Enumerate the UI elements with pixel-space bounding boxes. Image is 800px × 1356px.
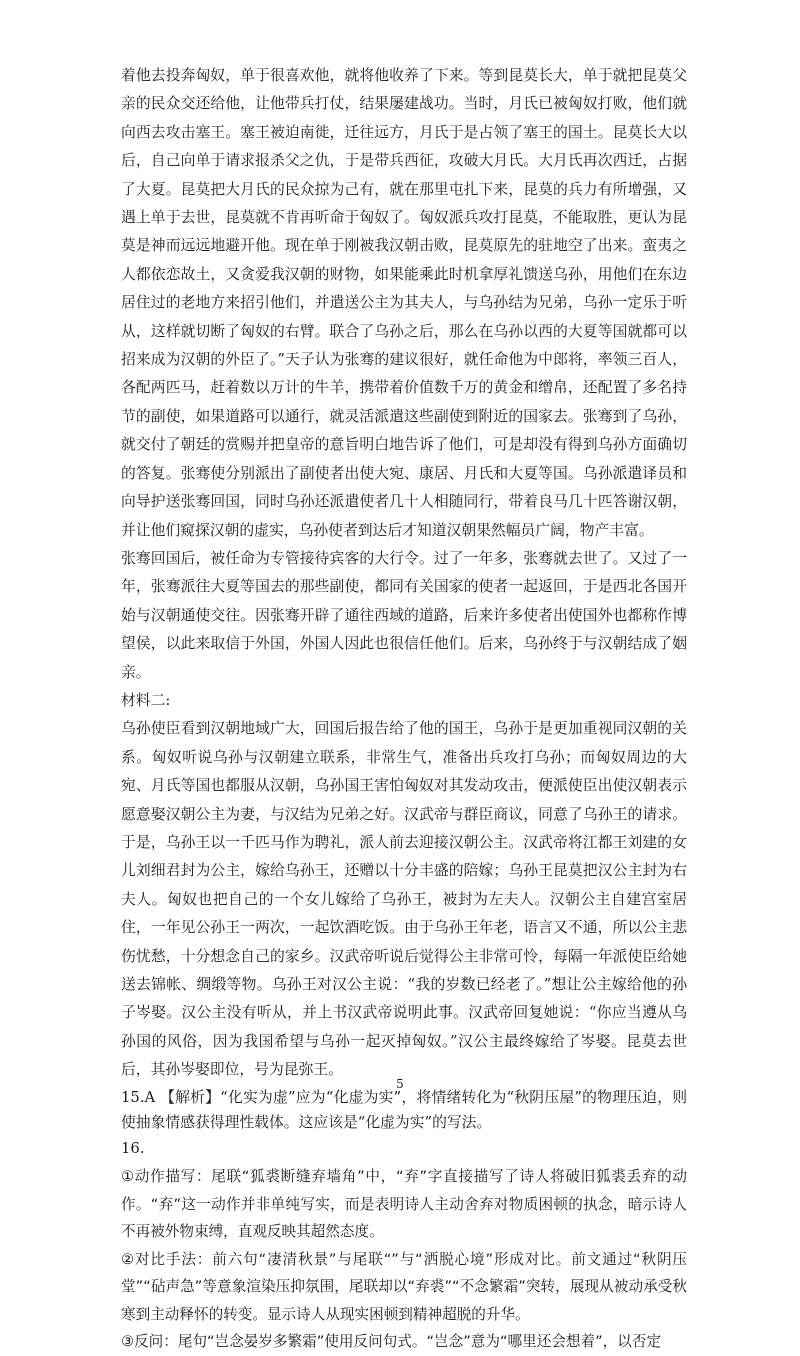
answer-16-label: 16.	[121, 1139, 145, 1157]
answer-15: 15.A 【解析】“化实为虚”应为“化虚为实”，将情绪转化为“秋阴压屋”的物理压迫，则使抽象情感获得理性载体。这应该是“化虚为实”的写法。	[121, 1088, 687, 1131]
material1-paragraph-1: 着他去投奔匈奴，单于很喜欢他，就将他收养了下来。等到昆莫长大，单于就把昆莫父亲的民众交还给他，让他带兵打仗，结果屡建战功。当时，月氏已被匈奴打败，他们就向西去攻击塞王。塞王被迫南徙，迁往远方，月氏于是占领了塞王的国土。昆莫长大以后，自己向单于请求报杀父之仇，于是带兵西征，攻破大月氏。大月氏再次西迁，占据了大夏。昆莫把大月氏的民众掠为己有，就在那里屯扎下来，昆莫的兵力有所增强，又遇上单于去世，昆莫就不肯再听命于匈奴了。匈奴派兵攻打昆莫，不能取胜，更认为昆莫是神而远远地避开他。现在单于刚被我汉朝击败，昆莫原先的驻地空了出来。蛮夷之人都依恋故土，又贪爱我汉朝的财物，如果能乘此时机拿厚礼馈送乌孙，用他们在东边居住过的老地方来招引他们，并遣送公主为其夫人，与乌孙结为兄弟，乌孙一定乐于听从，这样就切断了匈奴的右臂。联合了乌孙之后，那么在乌孙以西的大夏等国就都可以招来成为汉朝的外臣了。”天子认为张骞的建议很好，就任命他为中郎将，率领三百人，各配两匹马，赶着数以万计的牛羊，携带着价值数千万的黄金和缯帛，还配置了多名持节的副使，如果道路可以通行，就灵活派遣这些副使到附近的国家去。张骞到了乌孙，就交付了朝廷的赏赐并把皇帝的意旨明白地告诉了他们，可是却没有得到乌孙方面确切的答复。张骞使分别派出了副使者出使大宛、康居、月氏和大夏等国。乌孙派遣译员和向导护送张骞回国，同时乌孙还派遣使者几十人相随同行，带着良马几十匹答谢汉朝，并让他们窥探汉朝的虚实，乌孙使者到达后才知道汉朝果然幅员广阔，物产丰富。	[121, 67, 687, 539]
material2-heading: 材料二:	[121, 691, 171, 709]
page-number: 5	[396, 1077, 404, 1091]
document-body	[121, 62, 687, 1356]
material1-paragraph-2: 张骞回国后，被任命为专管接待宾客的大行令。过了一年多，张骞就去世了。又过了一年，张骞派往大夏等国去的那些副使，都同有关国家的使者一起返回，于是西北各国开始与汉朝通使交往。因张骞开辟了通往西域的道路，后来许多使者出使国外也都称作博望侯，以此来取信于外国，外国人因此也很信任他们。后来，乌孙终于与汉朝结成了姻亲。	[121, 549, 687, 681]
material2-paragraph: 乌孙使臣看到汉朝地域广大，回国后报告给了他的国王，乌孙于是更加重视同汉朝的关系。匈奴听说乌孙与汉朝建立联系，非常生气，准备出兵攻打乌孙；而匈奴周边的大宛、月氏等国也都服从汉朝，乌孙国王害怕匈奴对其发动攻击，便派使臣出使汉朝表示愿意娶汉朝公主为妻，与汉结为兄弟之好。汉武帝与群臣商议，同意了乌孙王的请求。于是，乌孙王以一千匹马作为聘礼，派人前去迎接汉朝公主。汉武帝将江都王刘建的女儿刘细君封为公主，嫁给乌孙王，还赠以十分丰盛的陪嫁；乌孙王昆莫把汉公主封为右夫人。匈奴也把自己的一个女儿嫁给了乌孙王，被封为左夫人。汉朝公主自建宫室居住，一年见公孙王一两次，一起饮酒吃饭。由于乌孙王年老，语言又不通，所以公主悲伤忧愁，十分想念自己的家乡。汉武帝听说后觉得公主非常可怜，每隔一年派使臣给她送去锦帐、绸缎等物。乌孙王对汉公主说：“我的岁数已经老了。”想让公主嫁给他的孙子岑娶。汉公主没有听从，并上书汉武帝说明此事。汉武帝回复她说：“你应当遵从乌孙国的风俗，因为我国希望与乌孙一起灭掉匈奴。”汉公主最终嫁给了岑娶。昆莫去世后，其孙岑娶即位，号为昆弥王。	[121, 720, 687, 1079]
answer-16-point-2: ②对比手法：前六句“凄清秋景”与尾联“”与“洒脱心境”形成对比。前文通过“秋阴压堂”“砧声急”等意象渲染压抑氛围，尾联却以“弃裘”“不念繁霜”突转，展现从被动承受秋寒到主动释怀的转变。显示诗人从现实困顿到精神超脱的升华。	[121, 1250, 687, 1323]
answer-16-point-1: ①动作描写：尾联“狐裘断缝弃墙角”中，“弃”字直接描写了诗人将破旧狐裘丢弃的动作。“弃”这一动作并非单纯写实，而是表明诗人主动舍弃对物质困顿的执念，暗示诗人不再被外物束缚，直观反映其超然态度。	[121, 1168, 687, 1241]
answer-16-point-3: ③反问：尾句“岂念晏岁多繁霜”使用反问句式。“岂念”意为“哪里还会想着”，以否定	[121, 1333, 662, 1351]
